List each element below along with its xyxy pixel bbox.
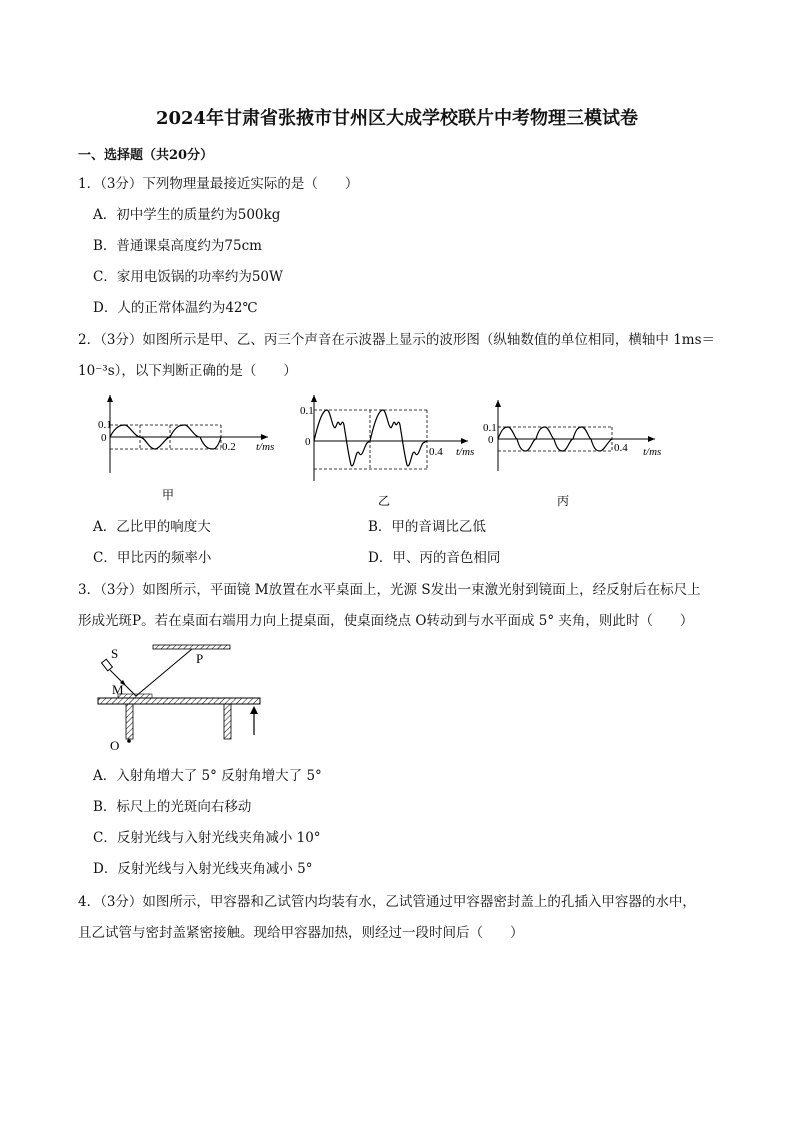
jia-caption: 甲 <box>162 488 175 502</box>
page-title: 2024年甘肃省张掖市甘州区大成学校联片中考物理三模试卷 <box>155 108 639 129</box>
bing-xend: 0.4 <box>614 442 628 454</box>
q2-option-c: C．甲比丙的频率小 <box>93 550 212 566</box>
q3-stem-line1: 3．（3分）如图所示，平面镜 M放置在水平桌面上，光源 S发出一束激光射到镜面上，经反射后在标尺上 <box>78 582 701 598</box>
yi-ytick: 0.1 <box>300 405 314 417</box>
q3-stem-line2: 形成光斑P。若在桌面右端用力向上提桌面，使桌面绕点 O转动到与水平面成 5° 夹角，则此时（ ） <box>78 613 694 629</box>
label-p: P <box>196 651 204 666</box>
yi-caption: 乙 <box>378 494 391 508</box>
jia-xend: 0.2 <box>222 441 236 453</box>
jia-xlabel: t/ms <box>256 441 275 453</box>
q4-stem-line2: 且乙试管与密封盖紧密接触。现给甲容器加热，则经过一段时间后（ ） <box>78 925 524 941</box>
waveform-yi-figure <box>296 395 496 515</box>
mirror-table-figure <box>96 640 276 758</box>
bing-ytick: 0.1 <box>483 422 497 434</box>
q1-option-b: B．普通课桌高度约为75cm <box>93 238 262 254</box>
q1-option-c: C．家用电饭锅的功率约为50W <box>93 269 283 285</box>
ruler <box>153 645 230 649</box>
yi-xend: 0.4 <box>429 446 443 458</box>
bing-xlabel: t/ms <box>643 446 662 458</box>
bing-origin: 0 <box>488 434 494 446</box>
q2-stem-line1: 2．（3分）如图所示是甲、乙、丙三个声音在示波器上显示的波形图（纵轴数值的单位相同，横轴中 1ms＝ <box>78 332 716 348</box>
jia-ytick: 0.1 <box>98 419 112 431</box>
table-top <box>98 698 260 704</box>
q4-stem-line1: 4．（3分）如图所示，甲容器和乙试管内均装有水，乙试管通过甲容器密封盖上的孔插入甲容器的水中， <box>78 894 696 910</box>
q3-option-b: B．标尺上的光斑向右移动 <box>93 799 252 815</box>
waveform-bing-figure <box>480 395 680 515</box>
q1-option-d: D．人的正常体温约为42℃ <box>93 300 258 316</box>
waveform-jia-figure <box>96 395 296 515</box>
jia-origin: 0 <box>101 432 107 444</box>
q2-option-b: B．甲的音调比乙低 <box>368 519 486 535</box>
label-m: M <box>112 682 124 697</box>
q2-option-a: A．乙比甲的响度大 <box>93 519 211 535</box>
q3-option-d: D．反射光线与入射光线夹角减小 5° <box>93 861 313 877</box>
q1-stem: 1．（3分）下列物理量最接近实际的是（ ） <box>78 176 359 192</box>
yi-xlabel: t/ms <box>456 446 475 458</box>
q1-option-a: A．初中学生的质量约为500kg <box>93 207 281 223</box>
q3-option-a: A．入射角增大了 5° 反射角增大了 5° <box>93 768 322 784</box>
q2-option-d: D．甲、丙的音色相同 <box>368 550 501 566</box>
label-s: S <box>111 646 119 661</box>
q3-option-c: C．反射光线与入射光线夹角减小 10° <box>93 830 321 846</box>
label-o: O <box>110 738 120 753</box>
q2-stem-line2: 10⁻³s），以下判断正确的是（ ） <box>78 363 297 379</box>
section-heading: 一、选择题（共20分） <box>78 148 214 163</box>
bing-caption: 丙 <box>557 494 570 508</box>
yi-origin: 0 <box>305 436 311 448</box>
